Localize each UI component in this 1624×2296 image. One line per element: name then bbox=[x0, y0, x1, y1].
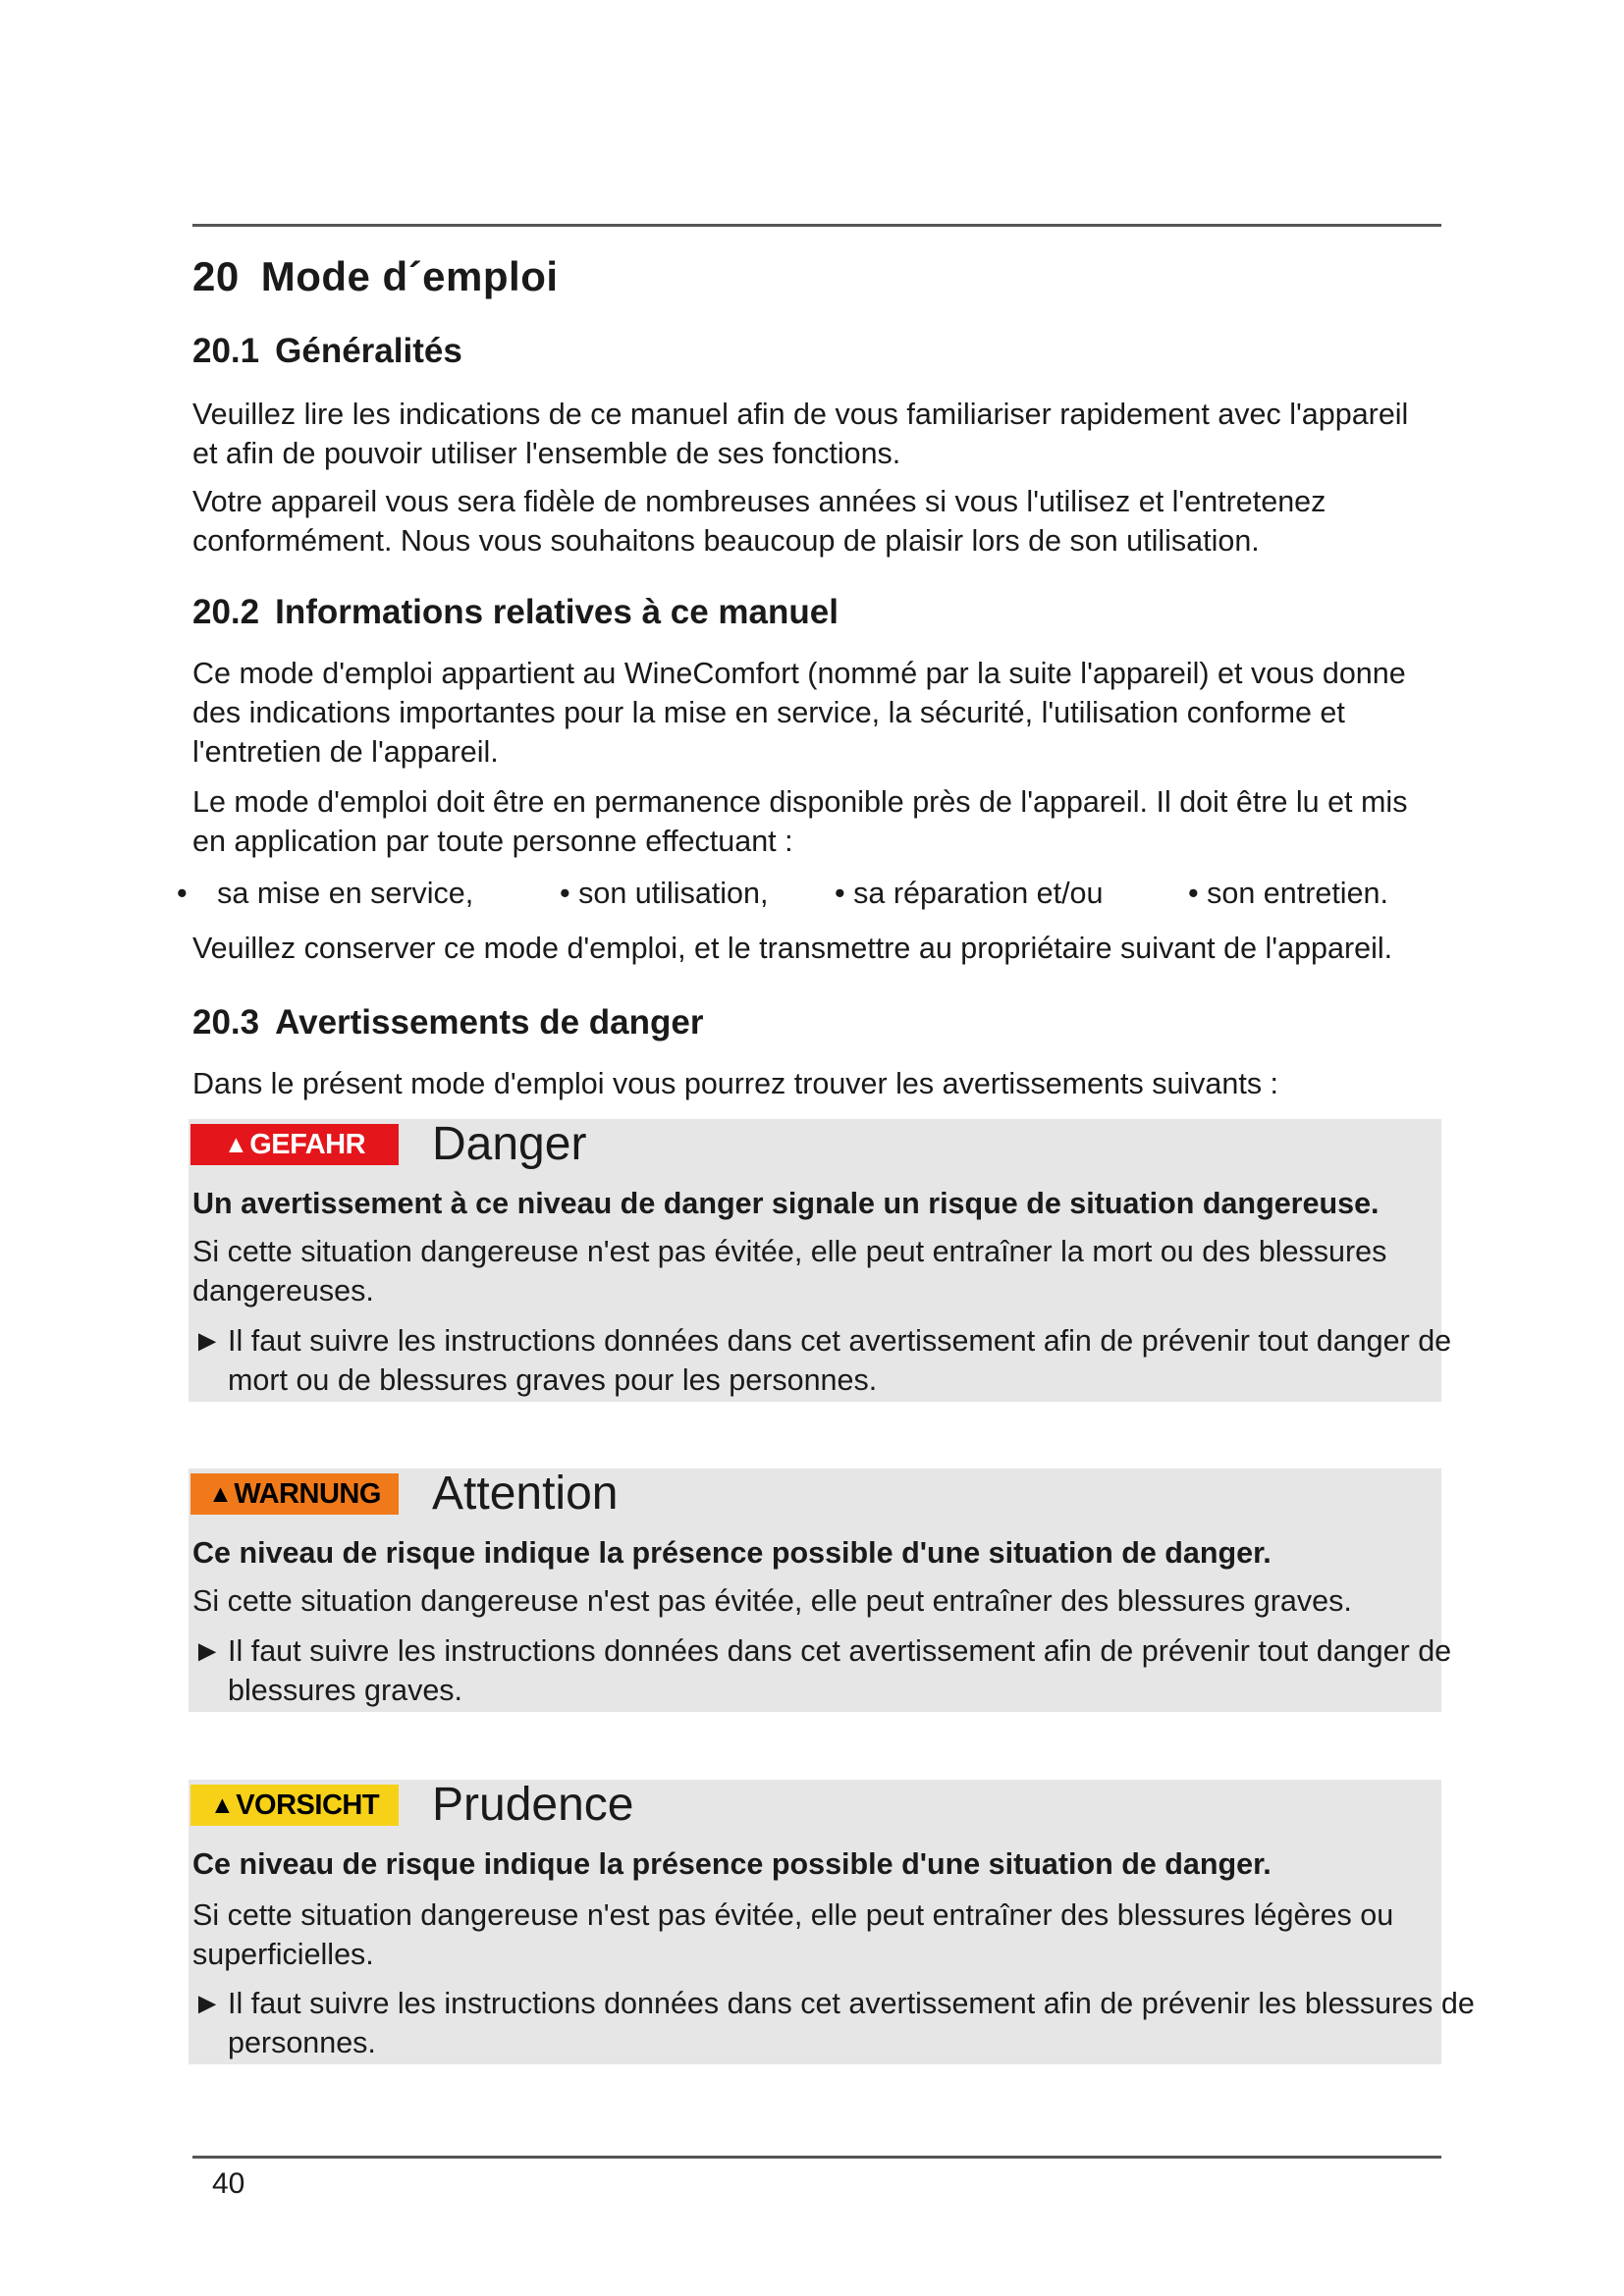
arrow-right-icon: ► bbox=[192, 1634, 223, 1668]
warning-title: Attention bbox=[432, 1468, 619, 1520]
section-heading-20-3 bbox=[192, 1003, 704, 1042]
arrow-right-icon: ► bbox=[192, 1324, 223, 1358]
warning-title: Danger bbox=[432, 1118, 587, 1170]
warning-text: Si cette situation dangereuse n'est pas évitée, elle peut entraîner la mort ou des blessures dangereuses. bbox=[192, 1235, 1387, 1308]
danger-badge bbox=[190, 1124, 399, 1165]
footer-rule bbox=[192, 2156, 1441, 2159]
section-title: Généralités bbox=[275, 332, 462, 370]
paragraph: Ce mode d'emploi appartient au WineComfort (nommé par la suite l'appareil) et vous donne des indications importantes pour la mise en service, la sécurité, l'utilisation conforme et l'entretien de l'appareil. bbox=[192, 657, 1406, 769]
warning-instruction bbox=[192, 1984, 1477, 2062]
warning-bold-text: Un avertissement à ce niveau de danger signale un risque de situation dangereuse. bbox=[192, 1187, 1380, 1220]
warning-badge bbox=[190, 1473, 399, 1515]
list-item: • sa réparation et/ou bbox=[835, 877, 1104, 910]
warning-text: Si cette situation dangereuse n'est pas évitée, elle peut entraîner des blessures graves. bbox=[192, 1584, 1352, 1618]
badge-label: WARNUNG bbox=[234, 1478, 381, 1510]
list-item: • son utilisation, bbox=[560, 877, 769, 910]
caution-badge bbox=[190, 1785, 399, 1826]
section-heading-20-2 bbox=[192, 593, 839, 632]
paragraph: Votre appareil vous sera fidèle de nombreuses années si vous l'utilisez et l'entretenez conformément. Nous vous souhaitons beaucoup de plaisir lors de son utilisation. bbox=[192, 485, 1326, 558]
warning-box-attention bbox=[189, 1468, 1452, 1712]
arrow-right-icon: ► bbox=[192, 1987, 223, 2020]
warning-triangle-icon: ▲ bbox=[209, 1791, 235, 1819]
section-title: Avertissements de danger bbox=[275, 1003, 704, 1041]
warning-bold-text: Ce niveau de risque indique la présence possible d'une situation de danger. bbox=[192, 1847, 1272, 1881]
paragraph: Dans le présent mode d'emploi vous pourrez trouver les avertissements suivants : bbox=[192, 1067, 1279, 1100]
warning-box-prudence bbox=[189, 1779, 1475, 2064]
warning-triangle-icon: ▲ bbox=[208, 1480, 233, 1508]
instruction-text: Il faut suivre les instructions données dans cet avertissement afin de prévenir tout danger de blessures graves. bbox=[228, 1634, 1452, 1707]
list-item: • son entretien. bbox=[1188, 877, 1388, 910]
badge-label: GEFAHR bbox=[249, 1129, 366, 1160]
warning-title: Prudence bbox=[432, 1779, 634, 1831]
instruction-text: Il faut suivre les instructions données dans cet avertissement afin de prévenir tout danger de mort ou de blessures graves pour les personnes. bbox=[228, 1324, 1452, 1397]
warning-box-danger bbox=[189, 1118, 1452, 1402]
section-title: Informations relatives à ce manuel bbox=[275, 593, 839, 631]
instruction-text: Il faut suivre les instructions données dans cet avertissement afin de prévenir les blessures de personnes. bbox=[228, 1987, 1475, 2059]
list-item: • sa mise en service, bbox=[177, 877, 474, 910]
chapter-title: Mode d´emploi bbox=[260, 253, 559, 299]
paragraph: Veuillez lire les indications de ce manuel afin de vous familiariser rapidement avec l'appareil et afin de pouvoir utiliser l'ensemble de ses fonctions. bbox=[192, 398, 1409, 470]
warning-text: Si cette situation dangereuse n'est pas évitée, elle peut entraîner des blessures légères ou superficielles. bbox=[192, 1898, 1394, 1971]
page-number: 40 bbox=[212, 2167, 245, 2200]
section-heading-20-1 bbox=[192, 332, 462, 371]
header-rule bbox=[192, 224, 1441, 227]
chapter-heading bbox=[192, 253, 559, 300]
warning-instruction bbox=[192, 1321, 1477, 1400]
bullet-list bbox=[177, 874, 1443, 913]
section-number: 20.2 bbox=[192, 593, 260, 631]
warning-triangle-icon: ▲ bbox=[223, 1131, 248, 1158]
paragraph: Veuillez conserver ce mode d'emploi, et le transmettre au propriétaire suivant de l'appareil. bbox=[192, 932, 1393, 965]
warning-bold-text: Ce niveau de risque indique la présence possible d'une situation de danger. bbox=[192, 1536, 1272, 1570]
chapter-number: 20 bbox=[192, 253, 240, 299]
badge-label: VORSICHT bbox=[236, 1789, 380, 1821]
section-number: 20.3 bbox=[192, 1003, 260, 1041]
warning-instruction bbox=[192, 1631, 1477, 1710]
paragraph: Le mode d'emploi doit être en permanence disponible près de l'appareil. Il doit être lu et mis en application par toute personne effectuant : bbox=[192, 785, 1408, 858]
section-number: 20.1 bbox=[192, 332, 260, 370]
